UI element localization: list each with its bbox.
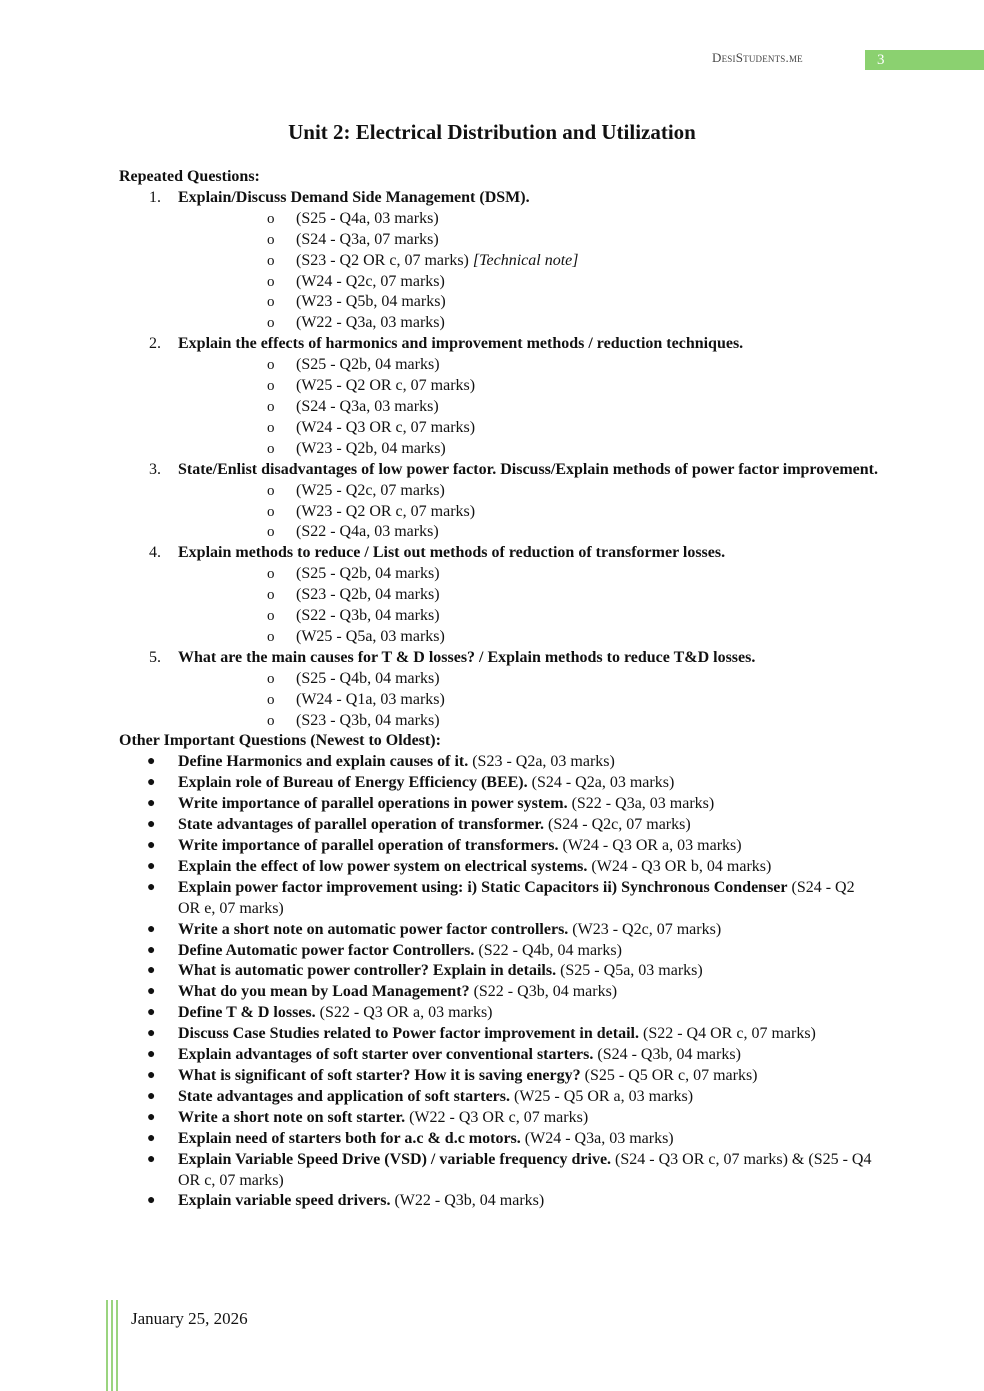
- question-number: 1.: [149, 188, 161, 206]
- bullet-dot-icon: ●: [147, 858, 156, 874]
- footer-bar: [111, 1300, 113, 1391]
- repeated-question-item: [119, 543, 879, 648]
- exam-reference: [178, 439, 879, 460]
- exam-reference-text: (W23 - Q2c, 07 marks): [572, 920, 722, 938]
- other-question-item: [119, 920, 879, 941]
- exam-reference-text: (S22 - Q3a, 03 marks): [571, 795, 715, 813]
- exam-reference-list: [178, 669, 879, 732]
- exam-reference: [178, 292, 879, 313]
- hollow-circle-bullet-icon: o: [267, 210, 275, 227]
- hollow-circle-bullet-icon: o: [267, 294, 275, 311]
- exam-reference-text: (W25 - Q5a, 03 marks): [296, 627, 445, 645]
- footer-decoration-bars: [106, 1300, 118, 1391]
- technical-note: [Technical note]: [472, 251, 579, 269]
- other-question-item: [119, 982, 879, 1003]
- other-question-item: [119, 857, 879, 878]
- repeated-question-item: [119, 334, 879, 459]
- question-text: Explain advantages of soft starter over conventional starters.: [178, 1046, 594, 1064]
- bullet-dot-icon: ●: [147, 1193, 156, 1209]
- exam-reference: [178, 481, 879, 502]
- exam-reference-text: (S22 - Q3b, 04 marks): [473, 983, 618, 1001]
- hollow-circle-bullet-icon: o: [267, 440, 275, 457]
- exam-reference-text: (S25 - Q4b, 04 marks): [296, 669, 440, 687]
- repeated-question-item: [119, 460, 879, 544]
- exam-reference-text: (S22 - Q4b, 04 marks): [478, 941, 622, 959]
- exam-reference: [178, 355, 879, 376]
- question-text: Discuss Case Studies related to Power factor improvement in detail.: [178, 1025, 639, 1043]
- document-body: [119, 167, 879, 1212]
- exam-reference: [178, 585, 879, 606]
- question-text: Write a short note on soft starter.: [178, 1108, 406, 1126]
- repeated-questions-list: [119, 188, 879, 732]
- footer-date: January 25, 2026: [131, 1309, 248, 1328]
- repeated-questions-heading: Repeated Questions:: [119, 168, 260, 185]
- other-question-item: [119, 1066, 879, 1087]
- exam-reference: [178, 397, 879, 418]
- hollow-circle-bullet-icon: o: [267, 231, 275, 248]
- question-text: State/Enlist disadvantages of low power factor. Discuss/Explain methods of power factor improvement.: [178, 460, 878, 478]
- footer-bar: [116, 1300, 118, 1391]
- exam-reference-text: (S25 - Q4a, 03 marks): [296, 209, 439, 227]
- exam-reference-text: (W23 - Q5b, 04 marks): [296, 293, 446, 311]
- exam-reference: [178, 669, 879, 690]
- repeated-question-item: [119, 648, 879, 732]
- exam-reference-text: (S22 - Q4a, 03 marks): [296, 523, 439, 541]
- exam-reference-text: (W24 - Q3 OR a, 03 marks): [562, 837, 742, 854]
- exam-reference-text: (S25 - Q2b, 04 marks): [296, 356, 440, 374]
- bullet-dot-icon: ●: [147, 1067, 156, 1083]
- other-question-item: [119, 1003, 879, 1024]
- question-text: Explain methods to reduce / List out methods of reduction of transformer losses.: [178, 544, 726, 562]
- exam-reference-text: (S24 - Q3a, 03 marks): [296, 397, 439, 415]
- question-text: Explain/Discuss Demand Side Management (DSM).: [178, 188, 530, 206]
- question-text: Explain role of Bureau of Energy Efficiency (BEE).: [178, 774, 528, 792]
- exam-reference: [178, 209, 879, 230]
- other-question-item: [119, 878, 879, 920]
- question-text: What are the main causes for T & D losses? / Explain methods to reduce T&D losses.: [178, 648, 756, 666]
- other-question-item: [119, 1045, 879, 1066]
- bullet-dot-icon: ●: [147, 1005, 156, 1021]
- page-number-badge: 3: [865, 50, 984, 70]
- header-site-name: DesiStudents.me: [712, 50, 803, 65]
- question-number: 2.: [149, 335, 161, 353]
- bullet-dot-icon: ●: [147, 838, 156, 853]
- question-text: Explain power factor improvement using: i) Static Capacitors ii) Synchronous Condenser: [178, 878, 788, 896]
- exam-reference-text: (W23 - Q2 OR c, 07 marks): [296, 502, 476, 520]
- exam-reference-text: (S23 - Q3b, 04 marks): [296, 711, 440, 729]
- exam-reference-text: (S23 - Q2 OR c, 07 marks): [296, 251, 469, 269]
- question-text: Define Automatic power factor Controllers.: [178, 941, 475, 959]
- other-question-item: [119, 836, 879, 857]
- exam-reference-text: (W25 - Q2c, 07 marks): [296, 481, 445, 499]
- exam-reference-text: (S23 - Q2b, 04 marks): [296, 586, 440, 604]
- exam-reference-text: (S24 - Q2c, 07 marks): [548, 816, 691, 834]
- hollow-circle-bullet-icon: o: [267, 273, 275, 290]
- other-question-item: [119, 1024, 879, 1045]
- page-title: Unit 2: Electrical Distribution and Utilization: [288, 120, 696, 144]
- exam-reference-list: [178, 355, 879, 460]
- hollow-circle-bullet-icon: o: [267, 398, 275, 415]
- repeated-question-item: [119, 188, 879, 334]
- exam-reference-text: (S24 - Q3 OR c, 07 marks) & (S25 - Q4 OR c, 07 marks): [178, 1150, 872, 1189]
- bullet-dot-icon: ●: [147, 817, 156, 833]
- question-text: What do you mean by Load Management?: [178, 983, 470, 1001]
- exam-reference-text: (S22 - Q4 OR c, 07 marks): [643, 1025, 816, 1043]
- exam-reference-text: (S25 - Q2b, 04 marks): [296, 565, 440, 583]
- exam-reference-text: (W24 - Q2c, 07 marks): [296, 272, 445, 290]
- other-question-item: [119, 815, 879, 836]
- other-question-item: [119, 1108, 879, 1129]
- exam-reference-text: (W24 - Q3 OR b, 04 marks): [591, 857, 772, 875]
- exam-reference-text: (S24 - Q2a, 03 marks): [531, 774, 675, 792]
- exam-reference: [178, 564, 879, 585]
- hollow-circle-bullet-icon: o: [267, 608, 275, 625]
- question-number: 5.: [149, 648, 161, 666]
- bullet-dot-icon: ●: [147, 942, 156, 958]
- hollow-circle-bullet-icon: o: [267, 587, 275, 604]
- question-text: Define T & D losses.: [178, 1004, 316, 1022]
- question-number: 4.: [149, 544, 161, 562]
- exam-reference: [178, 376, 879, 397]
- exam-reference-text: (W24 - Q3 OR c, 07 marks): [296, 418, 476, 436]
- bullet-dot-icon: ●: [147, 1151, 156, 1167]
- bullet-dot-icon: ●: [147, 1130, 156, 1146]
- exam-reference-text: (S24 - Q2 OR e, 07 marks): [178, 878, 855, 917]
- other-question-item: [119, 1191, 879, 1212]
- exam-reference-text: (W25 - Q2 OR c, 07 marks): [296, 377, 476, 395]
- hollow-circle-bullet-icon: o: [267, 419, 275, 436]
- bullet-dot-icon: ●: [147, 921, 156, 937]
- question-text: What is automatic power controller? Explain in details.: [178, 962, 557, 980]
- question-text: Write a short note on automatic power factor controllers.: [178, 920, 569, 938]
- exam-reference-text: (W22 - Q3 OR c, 07 marks): [409, 1108, 589, 1126]
- exam-reference-list: [178, 564, 879, 648]
- other-question-item: [119, 1129, 879, 1150]
- question-text: State advantages and application of soft starters.: [178, 1087, 510, 1105]
- exam-reference-text: (W22 - Q3a, 03 marks): [296, 314, 445, 332]
- bullet-dot-icon: ●: [147, 1026, 156, 1042]
- bullet-dot-icon: ●: [147, 796, 156, 812]
- exam-reference-text: (W25 - Q5 OR a, 03 marks): [514, 1087, 694, 1105]
- exam-reference-text: (S22 - Q3 OR a, 03 marks): [319, 1004, 493, 1022]
- exam-reference: [178, 502, 879, 523]
- other-question-item: [119, 752, 879, 773]
- hollow-circle-bullet-icon: o: [267, 524, 275, 541]
- exam-reference: [178, 627, 879, 648]
- hollow-circle-bullet-icon: o: [267, 628, 275, 645]
- other-question-item: [119, 773, 879, 794]
- exam-reference-text: (W24 - Q1a, 03 marks): [296, 690, 445, 708]
- other-question-item: [119, 1087, 879, 1108]
- bullet-dot-icon: ●: [147, 963, 156, 979]
- other-question-item: [119, 794, 879, 815]
- question-text: What is significant of soft starter? How it is saving energy?: [178, 1066, 581, 1084]
- bullet-dot-icon: ●: [147, 1047, 156, 1063]
- question-text: Explain the effects of harmonics and improvement methods / reduction techniques.: [178, 335, 744, 353]
- exam-reference: [178, 606, 879, 627]
- exam-reference: [178, 522, 879, 543]
- exam-reference: [178, 313, 879, 334]
- bullet-dot-icon: ●: [147, 1088, 156, 1104]
- bullet-dot-icon: ●: [147, 1109, 156, 1125]
- exam-reference-text: (S24 - Q3a, 07 marks): [296, 230, 439, 248]
- bullet-dot-icon: ●: [147, 775, 156, 791]
- other-questions-list: [119, 752, 879, 1212]
- exam-reference: [178, 711, 879, 732]
- bullet-dot-icon: ●: [147, 879, 156, 895]
- hollow-circle-bullet-icon: o: [267, 315, 275, 332]
- other-question-item: [119, 961, 879, 982]
- exam-reference: [178, 418, 879, 439]
- exam-reference-list: [178, 209, 879, 334]
- question-text: Explain variable speed drivers.: [178, 1192, 391, 1210]
- exam-reference-text: (W24 - Q3a, 03 marks): [524, 1129, 674, 1147]
- exam-reference-text: (S22 - Q3b, 04 marks): [296, 607, 440, 625]
- exam-reference: [178, 272, 879, 293]
- hollow-circle-bullet-icon: o: [267, 503, 275, 520]
- other-question-item: [119, 1150, 879, 1192]
- hollow-circle-bullet-icon: o: [267, 252, 275, 269]
- question-text: Explain need of starters both for a.c & d.c motors.: [178, 1129, 521, 1147]
- hollow-circle-bullet-icon: o: [267, 378, 275, 395]
- exam-reference-list: [178, 481, 879, 544]
- hollow-circle-bullet-icon: o: [267, 482, 275, 499]
- hollow-circle-bullet-icon: o: [267, 691, 275, 708]
- hollow-circle-bullet-icon: o: [267, 712, 275, 729]
- question-text: Define Harmonics and explain causes of it.: [178, 753, 469, 771]
- hollow-circle-bullet-icon: o: [267, 566, 275, 583]
- question-number: 3.: [149, 460, 161, 478]
- question-text: Explain Variable Speed Drive (VSD) / variable frequency drive.: [178, 1150, 612, 1168]
- exam-reference-text: (W23 - Q2b, 04 marks): [296, 439, 446, 457]
- hollow-circle-bullet-icon: o: [267, 670, 275, 687]
- question-text: Write importance of parallel operation of transformers.: [178, 837, 559, 854]
- exam-reference: [178, 690, 879, 711]
- exam-reference-text: (S25 - Q5 OR c, 07 marks): [584, 1066, 758, 1084]
- exam-reference-text: (S23 - Q2a, 03 marks): [472, 753, 615, 771]
- other-question-item: [119, 941, 879, 962]
- bullet-dot-icon: ●: [147, 754, 156, 770]
- footer-bar: [106, 1300, 108, 1391]
- exam-reference-text: (S25 - Q5a, 03 marks): [560, 962, 703, 980]
- exam-reference: [178, 230, 879, 251]
- question-text: Write importance of parallel operations in power system.: [178, 795, 568, 813]
- other-questions-heading: Other Important Questions (Newest to Oldest):: [119, 732, 441, 750]
- exam-reference-text: (W22 - Q3b, 04 marks): [394, 1192, 545, 1210]
- hollow-circle-bullet-icon: o: [267, 357, 275, 374]
- exam-reference: [178, 251, 879, 272]
- question-text: State advantages of parallel operation of transformer.: [178, 816, 545, 834]
- question-text: Explain the effect of low power system on electrical systems.: [178, 857, 588, 875]
- bullet-dot-icon: ●: [147, 984, 156, 1000]
- exam-reference-text: (S24 - Q3b, 04 marks): [597, 1046, 741, 1064]
